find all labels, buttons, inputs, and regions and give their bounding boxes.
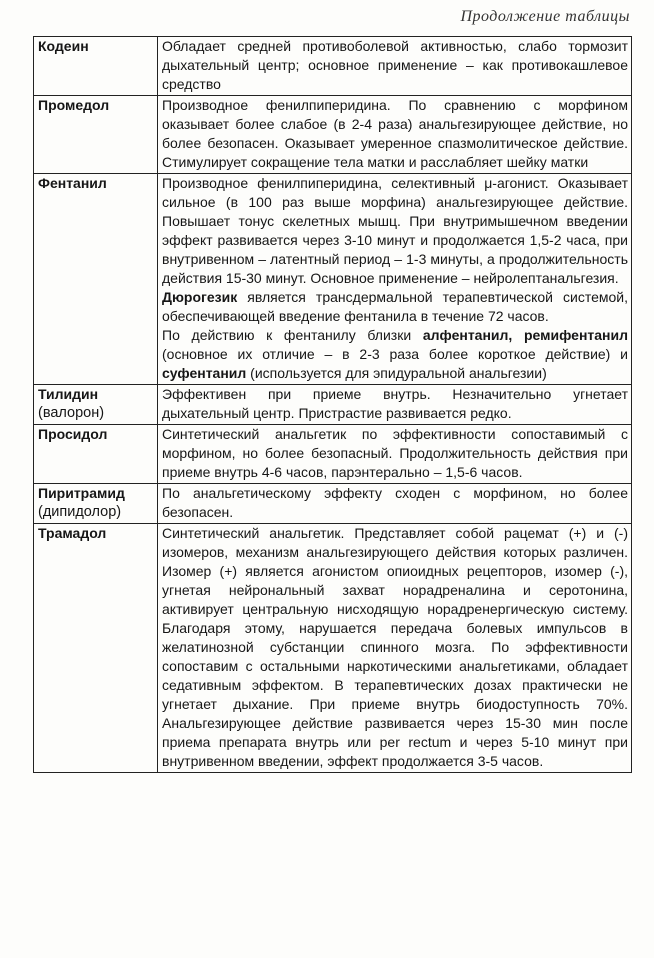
- description-paragraph: [162, 288, 628, 326]
- drug-name: Просидол: [38, 426, 108, 442]
- drug-name: Пиритрамид: [38, 485, 125, 501]
- drug-table: [33, 36, 632, 773]
- description-paragraph: [162, 425, 628, 482]
- drug-description-cell: [158, 96, 632, 174]
- drug-name-cell: [34, 96, 158, 174]
- drug-name: Кодеин: [38, 38, 89, 54]
- table-row: [34, 385, 632, 425]
- drug-description-cell: [158, 524, 632, 773]
- table-row: [34, 174, 632, 385]
- drug-name-emphasis: алфентанил, ремифентанил: [422, 327, 628, 343]
- drug-name-cell: [34, 484, 158, 524]
- description-paragraph: [162, 385, 628, 423]
- description-text: Синтетический анальгетик по эффективности сопоставимый с морфином, но более безопасный. Продолжительность действия при приеме внутрь 4-6 часов, парэнтерально – 1,5-6 часов.: [162, 426, 628, 480]
- table-row: [34, 524, 632, 773]
- table-row: [34, 425, 632, 484]
- description-paragraph: [162, 37, 628, 94]
- drug-name-emphasis: Дюрогезик: [162, 289, 238, 305]
- drug-description-cell: [158, 174, 632, 385]
- drug-name: Фентанил: [38, 175, 107, 191]
- description-text: Производное фенилпиперидина. По сравнению с морфином оказывает более слабое (в 2-4 раза) анальгезирующее действие, но более безопасен. Оказывает умеренное спазмолитическое действие. Стимулирует сокращение тела матки и расслабляет шейку матки: [162, 97, 628, 170]
- description-text: Синтетический анальгетик. Представляет собой рацемат (+) и (-) изомеров, механизм анальгезирующего действия которых различен. Изомер (+) является агонистом опиоидных рецепторов, изомер (-), угнетая нейрональный захват норадреналина и серотонина, активирует центральную нисходящую норадренергическую систему. Благодаря этому, нарушается передача болевых импульсов в желатинозной субстанции спинного мозга. По эффективности сопоставим с остальными наркотическими анальгетиками, обладает седативным эффектом. В терапевтических дозах практически не угнетает дыхание. При приеме внутрь биодоступность 70%. Анальгезирующее действие развивается через 15-30 мин после приема препарата внутрь или per rectum и через 5-10 минут при внутривенном введении, эффект продолжается 3-5 часов.: [162, 525, 628, 769]
- drug-name: Промедол: [38, 97, 110, 113]
- drug-name: Трамадол: [38, 525, 107, 541]
- drug-description-cell: [158, 425, 632, 484]
- drug-table-body: [34, 37, 632, 773]
- description-paragraph: [162, 96, 628, 172]
- description-text: (основное их отличие – в 2-3 раза более короткое действие) и: [162, 346, 628, 362]
- description-text: является трансдермальной терапевтической системой, обеспечивающей введение фентанила в течение 72 часов.: [162, 289, 628, 324]
- table-row: [34, 484, 632, 524]
- table-continuation-caption: Продолжение таблицы: [460, 8, 630, 25]
- drug-name-cell: [34, 174, 158, 385]
- drug-name-cell: [34, 385, 158, 425]
- description-text: (используется для эпидуральной анальгезии): [246, 365, 547, 381]
- description-text: Эффективен при приеме внутрь. Незначительно угнетает дыхательный центр. Пристрастие развивается редко.: [162, 386, 628, 421]
- drug-name-cell: [34, 425, 158, 484]
- drug-description-cell: [158, 385, 632, 425]
- description-text: По действию к фентанилу близки: [162, 327, 423, 343]
- description-text: Производное фенилпиперидина, селективный μ-агонист. Оказывает сильное (в 100 раз выше морфина) анальгезирующее действие. Повышает тонус скелетных мышц. При внутримышечном введении эффект развивается через 3-10 минут и продолжается 1,5-2 часа, при внутривенном – латентный период – 1-3 минуты, а продолжительность действия 15-30 минут. Основное применение – нейролептанальгезия.: [162, 175, 628, 286]
- drug-trade-name: (дипидолор): [38, 504, 122, 520]
- drug-name-cell: [34, 37, 158, 96]
- drug-name: Тилидин: [38, 386, 99, 402]
- description-paragraph: [162, 524, 628, 771]
- description-paragraph: [162, 174, 628, 288]
- drug-name-emphasis: суфентанил: [162, 365, 247, 381]
- description-text: По анальгетическому эффекту сходен с морфином, но более безопасен.: [162, 485, 628, 520]
- drug-trade-name: (валорон): [38, 405, 105, 421]
- drug-description-cell: [158, 37, 632, 96]
- drug-name-cell: [34, 524, 158, 773]
- description-text: Обладает средней противоболевой активностью, слабо тормозит дыхательный центр; основное применение – как противокашлевое средство: [162, 38, 628, 92]
- description-paragraph: [162, 484, 628, 522]
- table-row: [34, 37, 632, 96]
- table-row: [34, 96, 632, 174]
- description-paragraph: [162, 326, 628, 383]
- drug-description-cell: [158, 484, 632, 524]
